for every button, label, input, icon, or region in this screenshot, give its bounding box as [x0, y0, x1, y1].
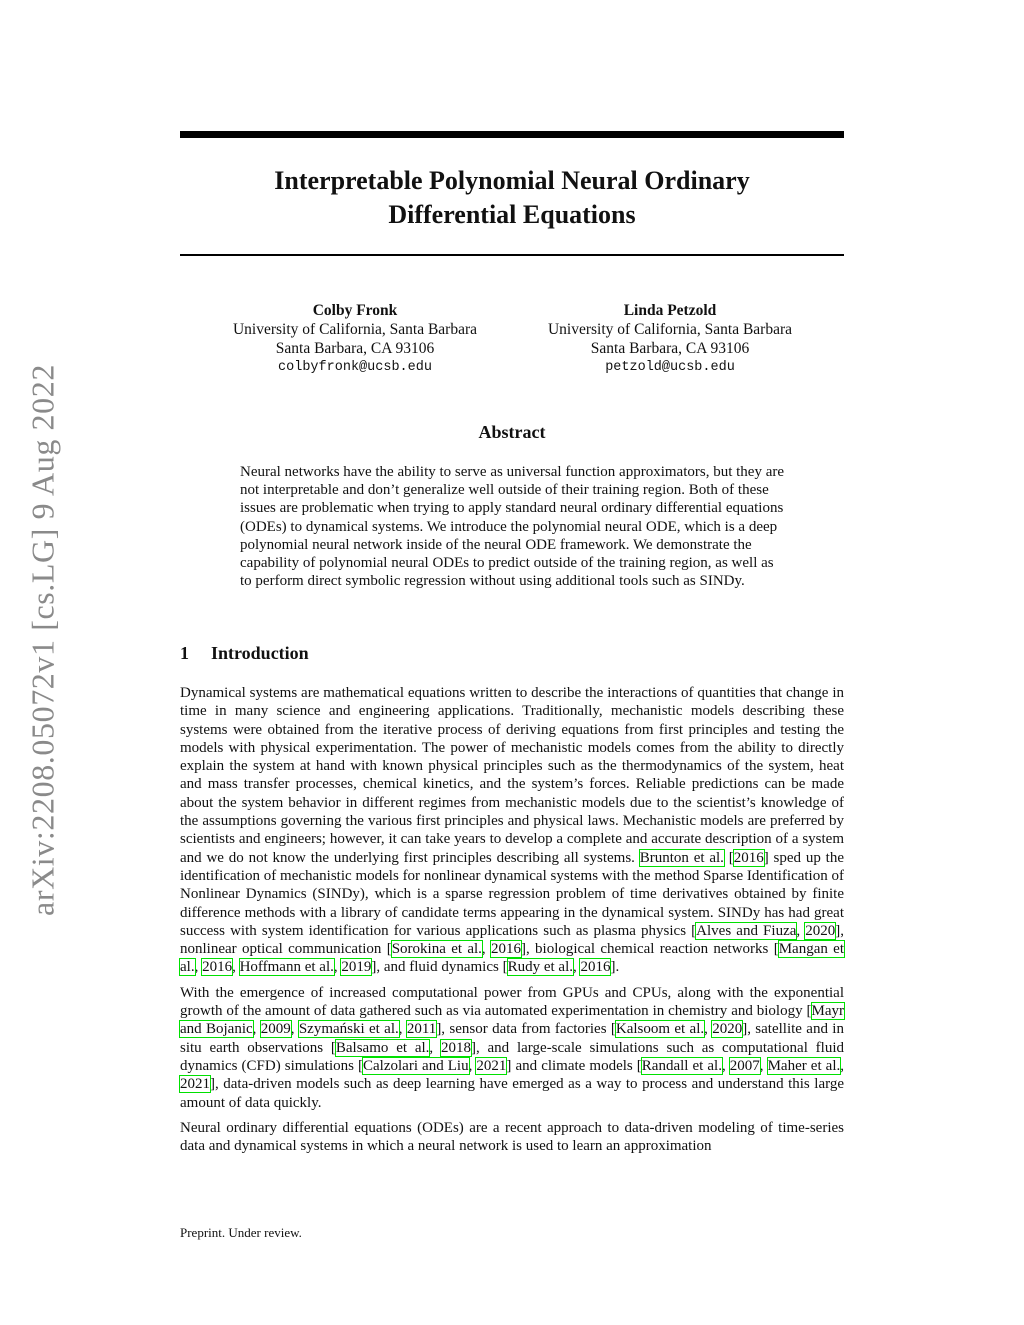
text-run: ,: [468, 1057, 477, 1074]
author-address: Santa Barbara, CA 93106: [275, 340, 435, 357]
author-email[interactable]: colbyfronk@ucsb.edu: [278, 360, 432, 375]
citation-link[interactable]: 2011: [406, 1021, 437, 1038]
citation-link[interactable]: 2019: [341, 959, 372, 976]
author-name: Linda Petzold: [623, 302, 717, 319]
citation-link[interactable]: Szymański et al.: [298, 1021, 399, 1038]
citation-link[interactable]: Maher et al.: [767, 1057, 841, 1074]
text-run: ,: [429, 1039, 441, 1056]
text-run: ,: [572, 959, 581, 976]
text-run: ,: [759, 1057, 768, 1074]
text-run: ,: [290, 1021, 299, 1038]
text-run: ,: [796, 922, 806, 939]
citation-link[interactable]: 2018: [440, 1039, 471, 1056]
citation-link[interactable]: Calzolari and Liu: [363, 1057, 469, 1074]
author-1: [210, 301, 500, 377]
citation-link[interactable]: 2016: [202, 959, 233, 976]
title-line-1: Interpretable Polynomial Neural Ordinary: [274, 166, 750, 195]
citation-link[interactable]: Hoffmann et al.: [239, 959, 334, 976]
arxiv-sidebar: [0, 0, 86, 1325]
citation-link[interactable]: Randall et al.: [641, 1057, 722, 1074]
section-title: Introduction: [211, 643, 309, 663]
text-run: ,: [252, 1021, 261, 1038]
author-address: Santa Barbara, CA 93106: [590, 340, 750, 357]
citation-link[interactable]: 2016: [733, 849, 764, 866]
introduction-body: [180, 684, 844, 1162]
section-number: 1: [180, 643, 189, 663]
citation-link[interactable]: Sorokina et al.: [391, 941, 482, 958]
title-bottom-rule: [180, 254, 844, 256]
author-email[interactable]: petzold@ucsb.edu: [605, 360, 735, 375]
text-run: ,: [840, 1057, 845, 1074]
citation-link[interactable]: Mayr and Bojanic: [180, 1003, 844, 1038]
citation-link[interactable]: 2021: [180, 1076, 210, 1093]
citation-link[interactable]: 2016: [490, 941, 521, 958]
text-run: [: [723, 849, 734, 866]
paragraph-2: [180, 984, 844, 1112]
text-run: ], nonlinear optical communication [: [180, 922, 845, 958]
text-run: ,: [232, 959, 240, 976]
paper-title: [180, 164, 844, 232]
text-run: With the emergence of increased computational power from GPUs and CPUs, along with the exponential growth of the amount of data gathered such as via automated experimentation in chemistry and biology [: [180, 984, 844, 1020]
citation-link[interactable]: 2020: [805, 922, 836, 939]
citation-link[interactable]: Rudy et al.: [507, 959, 573, 976]
abstract-body: Neural networks have the ability to serve as universal function approximators, but they are not interpretable and don’t generalize well outside of their training region. Both of these issues are problematic when trying to apply standard neural ordinary differential equations (ODEs) to dynamical systems. We introduce the polynomial neural ODE, which is a deep polynomial neural network inside of the neural ODE framework. We demonstrate the capability of polynomial neural ODEs to predict outside of the training region, as well as to perform direct symbolic regression without using additional tools such as SINDy.: [240, 464, 784, 590]
text-run: ,: [398, 1021, 407, 1038]
paragraph-3: Neural ordinary differential equations (ODEs) are a recent approach to data-driven modeling of time-series data and dynamical systems in which a neural network is used to learn an approximation: [180, 1119, 844, 1155]
citation-link[interactable]: Brunton et al.: [639, 849, 724, 866]
text-run: ] sped up the identification of mechanistic models for nonlinear dynamical systems with the method Sparse Identification of Nonlinear Dynamics (SINDy), which is a sparse regression problem of time derivatives obtained by finite difference methods with a library of candidate terms appearing in the dynamical system. SINDy has had great success with system identification for various applications such as plasma physics [: [180, 849, 844, 939]
text-run: ], satellite and in situ earth observations [: [180, 1021, 844, 1056]
text-run: ], sensor data from factories [: [436, 1021, 616, 1038]
text-run: ,: [704, 1021, 713, 1038]
author-name: Colby Fronk: [312, 302, 398, 319]
citation-link[interactable]: 2009: [260, 1021, 291, 1038]
abstract-heading: Abstract: [478, 422, 546, 442]
citation-link[interactable]: 2020: [712, 1021, 743, 1038]
text-run: ] and climate models [: [506, 1057, 642, 1074]
arxiv-identifier[interactable]: arXiv:2208.05072v1 [cs.LG] 9 Aug 2022: [24, 364, 61, 916]
text-run: Dynamical systems are mathematical equations written to describe the interactions of quantities that change in time in many science and engineering applications. Traditionally, mechanistic models describing these systems were obtained from the iterative process of deriving equations from first principles and testing the models with physical experimentation. The power of mechanistic models comes from the ability to directly explain the system at hand with known physical principles such as the thermodynamics of the system, heat and mass transfer processes, chemical kinetics, and the system’s forces. Reliable predictions can be made about the system behavior in different regimes from mechanistic models due to the scientist’s knowledge of the assumptions governing the various first principles and physical laws. Mechanistic models are preferred by scientists and engineers; however, it can take years to develop a complete and accurate description of a system and we do not know the underlying first principles describing all systems.: [180, 685, 844, 866]
citation-link[interactable]: Alves and Fiuza: [696, 922, 797, 939]
paragraph-1: [180, 684, 844, 977]
text-run: ], data-driven models such as deep learning have emerged as a way to process and understand this large amount of data quickly.: [180, 1076, 844, 1111]
text-run: ], and fluid dynamics [: [371, 959, 508, 976]
title-top-rule: [180, 131, 844, 138]
section-heading: [180, 643, 309, 664]
citation-link[interactable]: 2007: [729, 1057, 760, 1074]
text-run: ].: [610, 959, 620, 976]
text-run: ,: [194, 959, 203, 976]
author-affiliation: University of California, Santa Barbara: [547, 321, 793, 338]
citation-link[interactable]: Balsamo et al.: [335, 1039, 430, 1056]
author-affiliation: University of California, Santa Barbara: [232, 321, 478, 338]
footer-note: Preprint. Under review.: [180, 1225, 302, 1240]
citation-link[interactable]: 2016: [580, 959, 611, 976]
citation-link[interactable]: Kalsoom et al.: [615, 1021, 705, 1038]
citation-link[interactable]: 2021: [476, 1057, 507, 1074]
title-line-2: Differential Equations: [388, 200, 636, 229]
text-run: ], and large-scale simulations such as computational fluid dynamics (CFD) simulations [: [180, 1039, 844, 1074]
text-run: ,: [481, 941, 491, 958]
citation-link[interactable]: Mangan et al.: [180, 941, 844, 976]
text-run: ,: [721, 1057, 730, 1074]
author-2: [525, 301, 815, 377]
text-run: ], biological chemical reaction networks [: [520, 941, 779, 958]
text-run: ,: [333, 959, 342, 976]
